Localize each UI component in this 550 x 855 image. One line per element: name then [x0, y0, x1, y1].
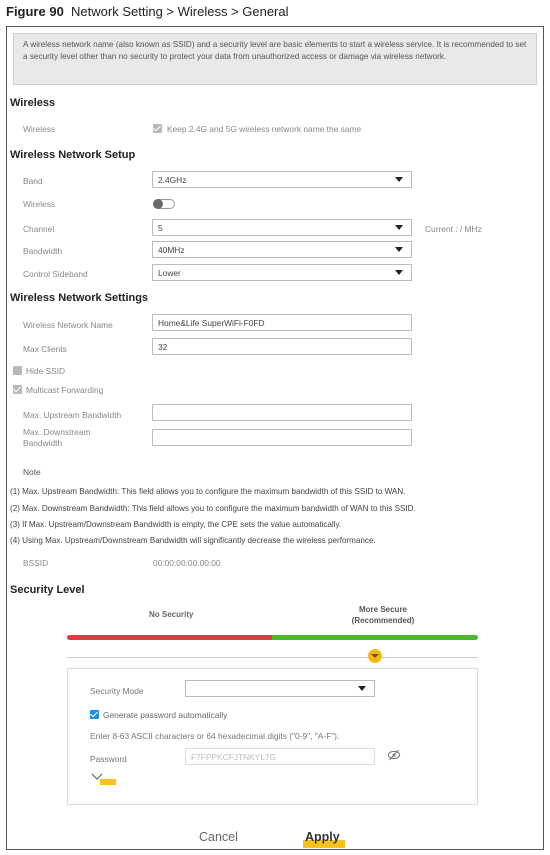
settings-panel: [6, 26, 544, 850]
chevron-down-icon: [395, 247, 403, 252]
password-label: Password: [90, 754, 127, 764]
note-line: (1) Max. Upstream Bandwidth: This field allows you to configure the maximum bandwidth of this SSID to WAN.: [10, 487, 406, 496]
wireless-label: Wireless: [23, 124, 56, 134]
eye-slash-icon[interactable]: [387, 749, 401, 761]
wireless-toggle[interactable]: [153, 199, 175, 209]
expand-more-icon[interactable]: [91, 772, 117, 786]
band-label: Band: [23, 176, 43, 186]
down-bandwidth-input[interactable]: [152, 429, 412, 446]
security-level-handle[interactable]: [368, 649, 382, 663]
generate-password-checkbox[interactable]: [90, 710, 99, 719]
security-mode-select[interactable]: [185, 680, 375, 697]
info-banner: A wireless network name (also known as SSID) and a security level are basic elements to start a wireless service. It is recommended to set a security level other than no security to protect your data from unauthorized access or damage via wireless network.: [13, 33, 537, 85]
cancel-button[interactable]: Cancel: [199, 830, 238, 844]
same-name-label: Keep 2.4G and 5G wireless network name the same: [167, 124, 362, 134]
down-bandwidth-label: Max. Downstream Bandwidth: [23, 427, 91, 448]
password-input[interactable]: F7FPPKCFJTNKYL7G: [185, 748, 375, 765]
hide-ssid-label: Hide SSID: [26, 366, 66, 376]
section-security-heading: Security Level: [10, 584, 85, 596]
channel-label: Channel: [23, 224, 55, 234]
section-wireless-heading: Wireless: [10, 97, 56, 109]
toggle-knob: [153, 199, 163, 209]
security-mode-label: Security Mode: [90, 686, 144, 696]
multicast-checkbox[interactable]: [13, 385, 22, 394]
max-clients-input[interactable]: 32: [152, 338, 412, 355]
bssid-label: BSSID: [23, 558, 49, 568]
channel-current: Current : / MHz: [425, 224, 482, 234]
wireless-toggle-label: Wireless: [23, 199, 56, 209]
security-divider: [67, 657, 478, 658]
bandwidth-label: Bandwidth: [23, 246, 63, 256]
multicast-label: Multicast Forwarding: [26, 385, 104, 395]
no-security-label[interactable]: No Security: [149, 610, 194, 619]
password-hint: Enter 8-63 ASCII characters or 64 hexadecimal digits ("0-9", "A-F").: [90, 731, 340, 741]
note-line: (3) If Max. Upstream/Downstream Bandwidth is empty, the CPE sets the value automatically.: [10, 520, 342, 529]
channel-select[interactable]: 5: [152, 219, 412, 236]
sideband-label: Control Sideband: [23, 269, 88, 279]
same-name-checkbox[interactable]: [153, 124, 162, 133]
security-bar-low[interactable]: [67, 635, 272, 640]
section-setup-heading: Wireless Network Setup: [10, 149, 136, 161]
security-bar-high[interactable]: [272, 635, 478, 640]
up-bandwidth-input[interactable]: [152, 404, 412, 421]
max-clients-label: Max Clients: [23, 344, 67, 354]
apply-button[interactable]: Apply: [305, 830, 340, 844]
chevron-down-icon: [358, 686, 366, 691]
more-secure-label[interactable]: More Secure (Recommended): [351, 605, 415, 625]
chevron-down-icon: [395, 270, 403, 275]
network-name-input[interactable]: Home&Life SuperWiFi-F0FD: [152, 314, 412, 331]
bandwidth-select[interactable]: 40MHz: [152, 241, 412, 258]
note-line: (2) Max. Downstream Bandwidth: This field allows you to configure the maximum bandwidth of WAN to this SSID.: [10, 504, 416, 513]
bssid-value: 00:00:00:00:00:00: [153, 558, 221, 568]
band-select[interactable]: 2.4GHz: [152, 171, 412, 188]
up-bandwidth-label: Max. Upstream Bandwidth: [23, 410, 122, 420]
note-title: Note: [23, 467, 41, 477]
note-line: (4) Using Max. Upstream/Downstream Bandwidth will significantly decrease the wireless performance.: [10, 536, 376, 545]
sideband-select[interactable]: Lower: [152, 264, 412, 281]
section-settings-heading: Wireless Network Settings: [10, 292, 149, 304]
chevron-down-icon: [395, 177, 403, 182]
chevron-down-icon: [395, 225, 403, 230]
network-name-label: Wireless Network Name: [23, 320, 113, 330]
figure-title: Figure 90 Network Setting > Wireless > General: [6, 4, 289, 19]
hide-ssid-checkbox[interactable]: [13, 366, 22, 375]
generate-password-label: Generate password automatically: [103, 710, 228, 720]
